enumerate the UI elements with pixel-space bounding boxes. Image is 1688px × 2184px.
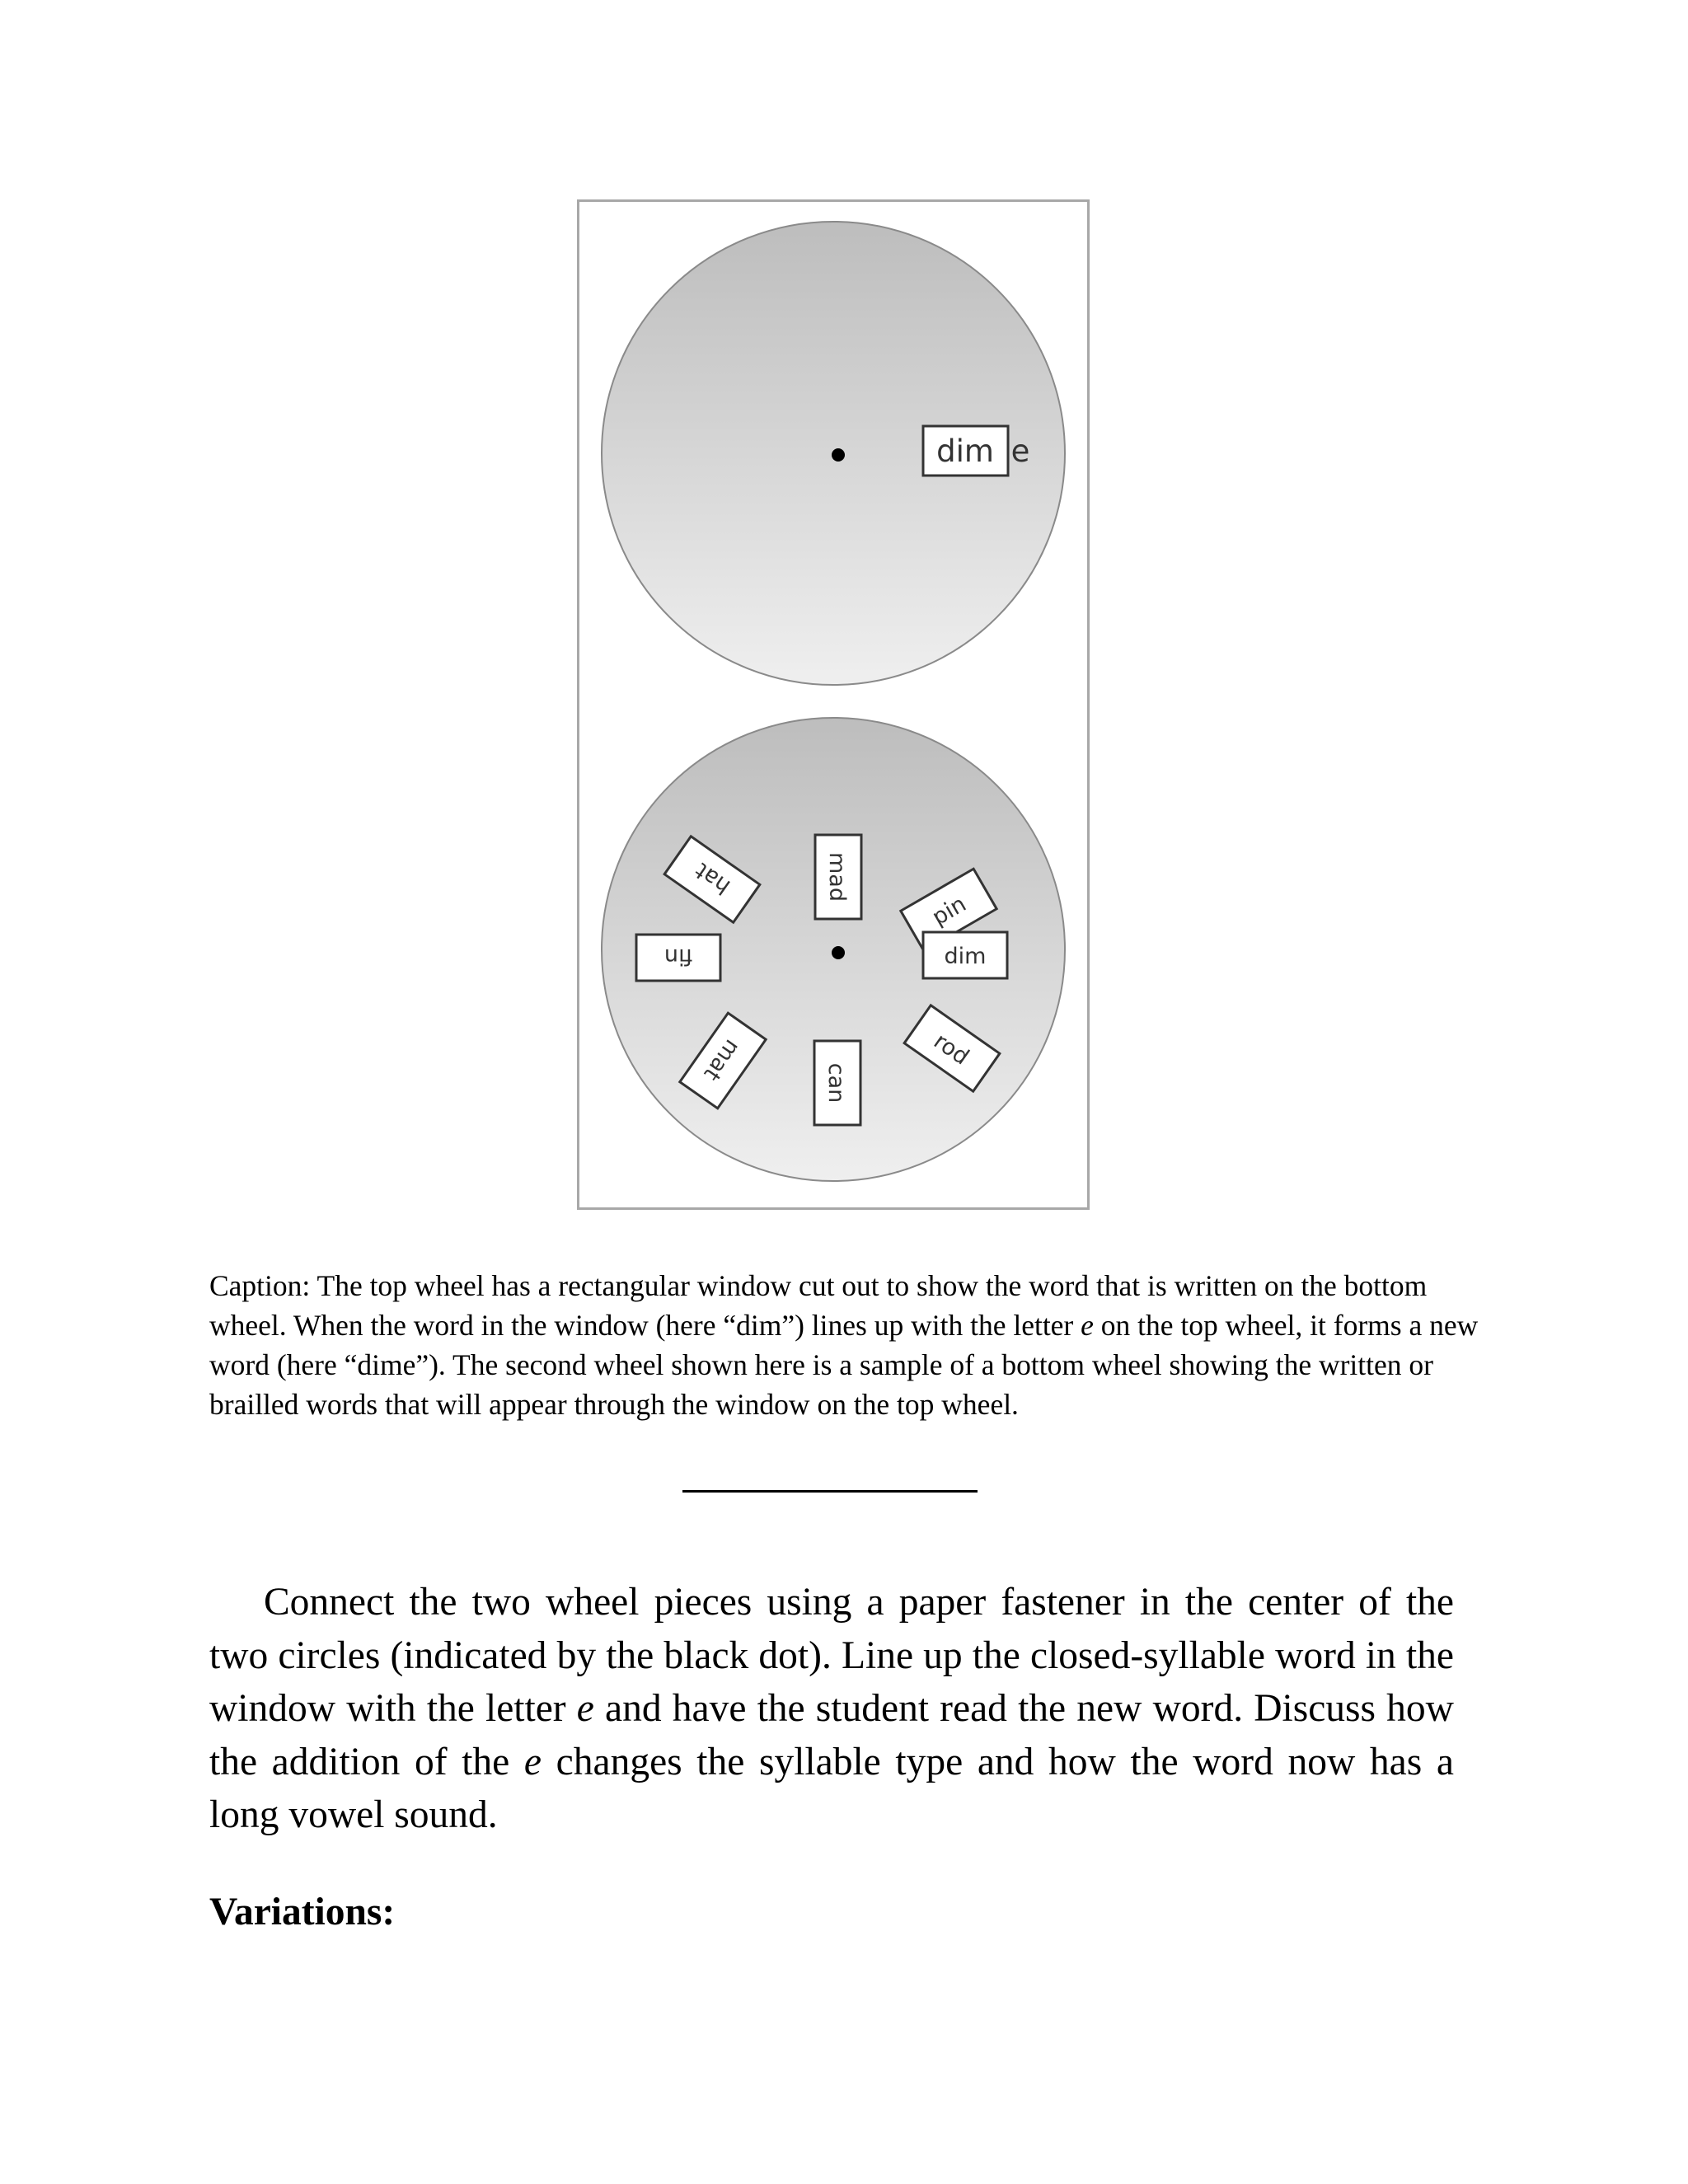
word-card-label: mat <box>698 1034 745 1085</box>
word-card-label: fin <box>663 944 693 969</box>
paragraph-part-3: changes the syllable type and how the word now has a long vowel sound. <box>209 1740 1454 1836</box>
word-card-label: mad <box>824 852 850 902</box>
word-card-mad <box>815 835 861 919</box>
figure-caption <box>209 1266 1479 1424</box>
caption-text-rest: on the top wheel, it forms a new word (here “dime”). The second wheel shown here is a sample of a bottom wheel showing the written or brailled words that will appear through the window on the top wheel. <box>209 1309 1479 1421</box>
word-card-label: can <box>823 1062 849 1104</box>
top-wheel <box>602 222 1065 685</box>
word-card-dim <box>923 932 1007 978</box>
caption-text: Caption: The top wheel has a rectangular window cut out to show the word that is written on the bottom wheel. When the word in the window (here “dim”) lines up with the letter <box>209 1269 1428 1342</box>
paragraph-part-1: Connect the two wheel pieces using a paper fastener in the center of the two circles (indicated by the black dot). Line up the closed-syllable word in the window with the letter <box>209 1581 1454 1730</box>
caption-italic-e: e <box>1081 1309 1094 1342</box>
instruction-paragraph <box>209 1576 1454 1842</box>
word-card-label: hat <box>690 857 735 900</box>
paragraph-italic-e-1: e <box>576 1687 594 1730</box>
bottom-wheel <box>602 718 1065 1181</box>
letter-e: e <box>1010 434 1030 469</box>
window-word: dim <box>936 434 994 469</box>
bottom-wheel-center-dot <box>832 946 845 959</box>
word-card-label: rod <box>929 1028 974 1071</box>
paragraph-italic-e-2: e <box>523 1740 542 1783</box>
word-card-label: dim <box>944 944 987 969</box>
word-wheel-figure <box>577 199 1090 1210</box>
word-card-can <box>814 1041 860 1125</box>
top-wheel-center-dot <box>832 448 845 462</box>
word-card-label: pin <box>927 891 971 931</box>
section-divider <box>682 1490 978 1493</box>
paragraph-part-2: and have the student read the new word. Discuss how the addition of the <box>209 1687 1454 1783</box>
variations-heading: Variations: <box>209 1891 396 1933</box>
word-card-fin <box>636 935 720 981</box>
